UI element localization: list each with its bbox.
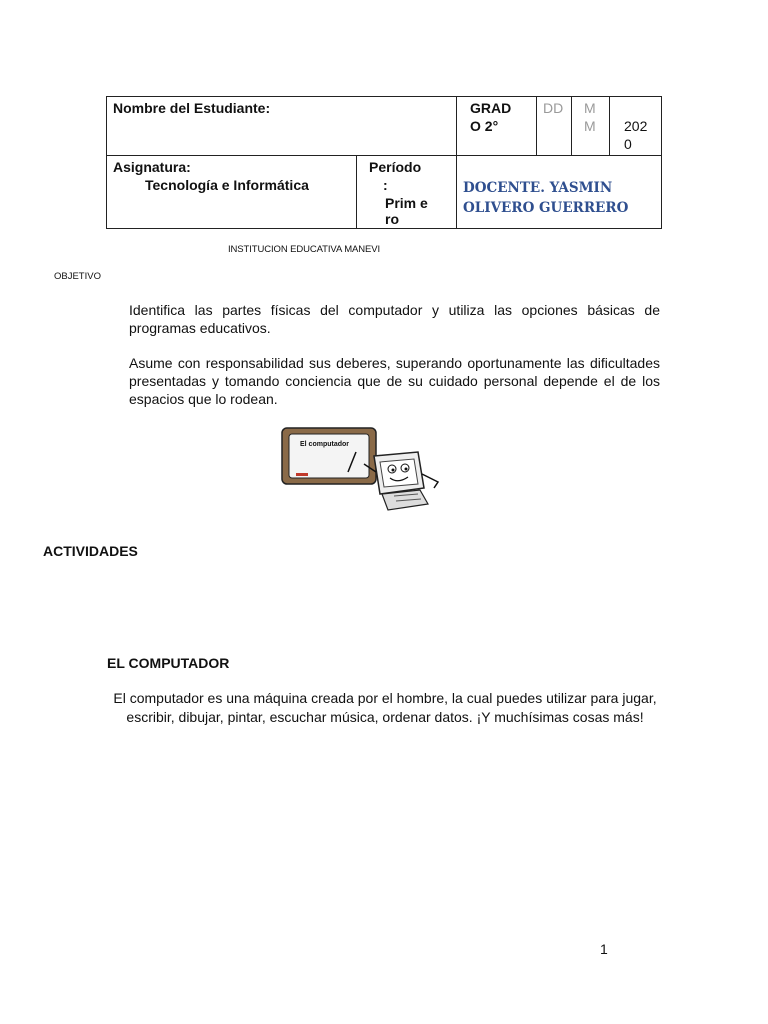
student-name-cell	[107, 97, 457, 156]
institution-name: INSTITUCION EDUCATIVA MANEVI	[228, 244, 381, 255]
objective-label: OBJETIVO	[54, 271, 101, 282]
year-line2: 0	[624, 136, 632, 152]
chalkboard	[282, 428, 376, 484]
grade-cell	[457, 97, 537, 156]
month-cell	[572, 97, 610, 156]
student-name-label: Nombre del Estudiante:	[113, 100, 271, 116]
period-line1: Período	[369, 159, 422, 175]
objective-paragraph-2: Asume con responsabilidad sus deberes, superando oportunamente las dificultades presentadas y tomando conciencia que de su cuidado personal depende el de los espacios que lo rodean.	[129, 355, 660, 407]
teacher-line1: DOCENTE. YASMIN	[463, 180, 613, 196]
day-label: DD	[543, 100, 564, 116]
period-line4: ro	[385, 211, 399, 227]
subject-label: Asignatura:	[113, 159, 191, 175]
grade-line1: GRAD	[470, 100, 512, 116]
activities-heading: ACTIVIDADES	[43, 543, 138, 559]
section-title: EL COMPUTADOR	[107, 655, 230, 671]
section-body: El computador es una máquina creada por el hombre, la cual puedes utilizar para jugar, escribir, dibujar, pintar, escuchar música, ordenar datos. ¡Y muchísimas cosas más!	[113, 690, 657, 725]
teacher-cell	[457, 156, 662, 229]
month-line2: M	[584, 118, 596, 134]
teacher-line2: OLIVERO GUERRERO	[463, 200, 629, 216]
grade-line2: O 2°	[470, 118, 499, 134]
computer-cartoon-illustration	[278, 424, 448, 514]
subject-cell	[107, 156, 357, 229]
period-line3: Prim e	[385, 195, 428, 211]
board-text: El computador	[300, 441, 350, 448]
objective-paragraph-1: Identifica las partes físicas del computador y utiliza las opciones básicas de programas educativos.	[129, 302, 660, 336]
header-table	[106, 96, 662, 229]
year-cell	[610, 97, 662, 156]
year-line1: 202	[624, 118, 648, 134]
period-line2: :	[383, 177, 388, 193]
page-number: 1	[600, 941, 608, 957]
day-cell	[537, 97, 572, 156]
month-line1: M	[584, 100, 596, 116]
period-cell	[357, 156, 457, 229]
subject-value: Tecnología e Informática	[145, 177, 309, 193]
